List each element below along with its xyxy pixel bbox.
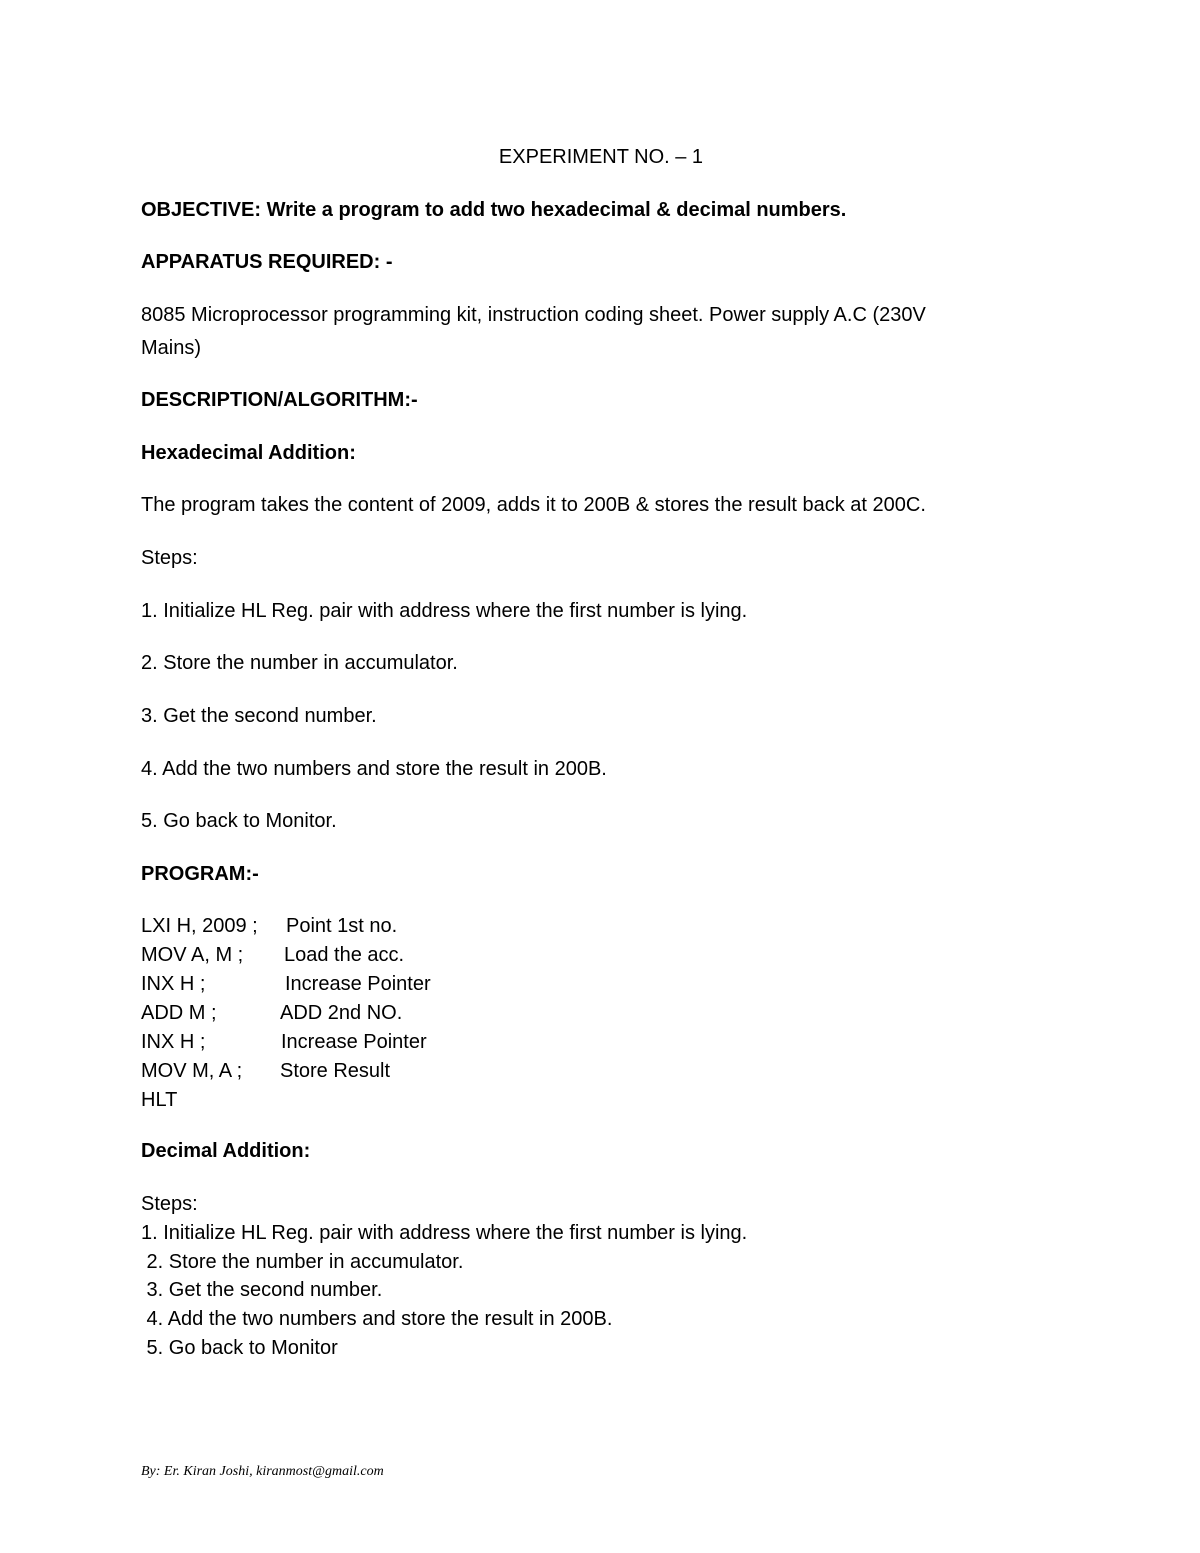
description-heading: DESCRIPTION/ALGORITHM:- bbox=[141, 389, 418, 411]
decimal-step-5: 5. Go back to Monitor bbox=[141, 1337, 338, 1359]
program-instruction: ADD M ; bbox=[141, 1002, 217, 1024]
decimal-heading: Decimal Addition: bbox=[141, 1140, 311, 1162]
program-instruction: HLT bbox=[141, 1089, 178, 1111]
hex-heading: Hexadecimal Addition: bbox=[141, 442, 356, 464]
hex-steps-label: Steps: bbox=[141, 547, 198, 569]
hex-step-4: 4. Add the two numbers and store the result in 200B. bbox=[141, 758, 607, 780]
apparatus-text-line2: Mains) bbox=[141, 337, 202, 359]
title-text: EXPERIMENT NO. – 1 bbox=[498, 146, 704, 168]
hex-step-3: 3. Get the second number. bbox=[141, 705, 377, 727]
program-instruction: LXI H, 2009 ; bbox=[141, 915, 258, 937]
decimal-steps-label: Steps: bbox=[141, 1193, 198, 1215]
apparatus-text-line1: 8085 Microprocessor programming kit, instruction coding sheet. Power supply A.C (230V bbox=[141, 304, 926, 326]
program-comment: Store Result bbox=[280, 1060, 391, 1082]
apparatus-heading: APPARATUS REQUIRED: - bbox=[141, 251, 393, 273]
hex-step-5: 5. Go back to Monitor. bbox=[141, 810, 337, 832]
program-comment: ADD 2nd NO. bbox=[280, 1002, 403, 1024]
program-heading: PROGRAM:- bbox=[141, 863, 259, 885]
program-instruction: MOV M, A ; bbox=[141, 1060, 243, 1082]
decimal-step-3: 3. Get the second number. bbox=[141, 1279, 383, 1301]
program-instruction: MOV A, M ; bbox=[141, 944, 244, 966]
decimal-step-1: 1. Initialize HL Reg. pair with address where the first number is lying. bbox=[141, 1222, 748, 1244]
program-comment: Point 1st no. bbox=[286, 915, 398, 937]
program-comment: Increase Pointer bbox=[285, 973, 431, 995]
program-instruction: INX H ; bbox=[141, 973, 206, 995]
hex-intro: The program takes the content of 2009, adds it to 200B & stores the result back at 200C. bbox=[141, 494, 926, 516]
hex-step-1: 1. Initialize HL Reg. pair with address where the first number is lying. bbox=[141, 600, 748, 622]
footer-author: By: Er. Kiran Joshi, kiranmost@gmail.com bbox=[141, 1464, 384, 1479]
page-title bbox=[0, 145, 1200, 169]
program-comment: Increase Pointer bbox=[281, 1031, 427, 1053]
objective: OBJECTIVE: Write a program to add two hexadecimal & decimal numbers. bbox=[141, 199, 847, 221]
decimal-step-2: 2. Store the number in accumulator. bbox=[141, 1251, 464, 1273]
decimal-step-4: 4. Add the two numbers and store the result in 200B. bbox=[141, 1308, 613, 1330]
program-instruction: INX H ; bbox=[141, 1031, 206, 1053]
program-comment: Load the acc. bbox=[284, 944, 405, 966]
hex-step-2: 2. Store the number in accumulator. bbox=[141, 652, 458, 674]
